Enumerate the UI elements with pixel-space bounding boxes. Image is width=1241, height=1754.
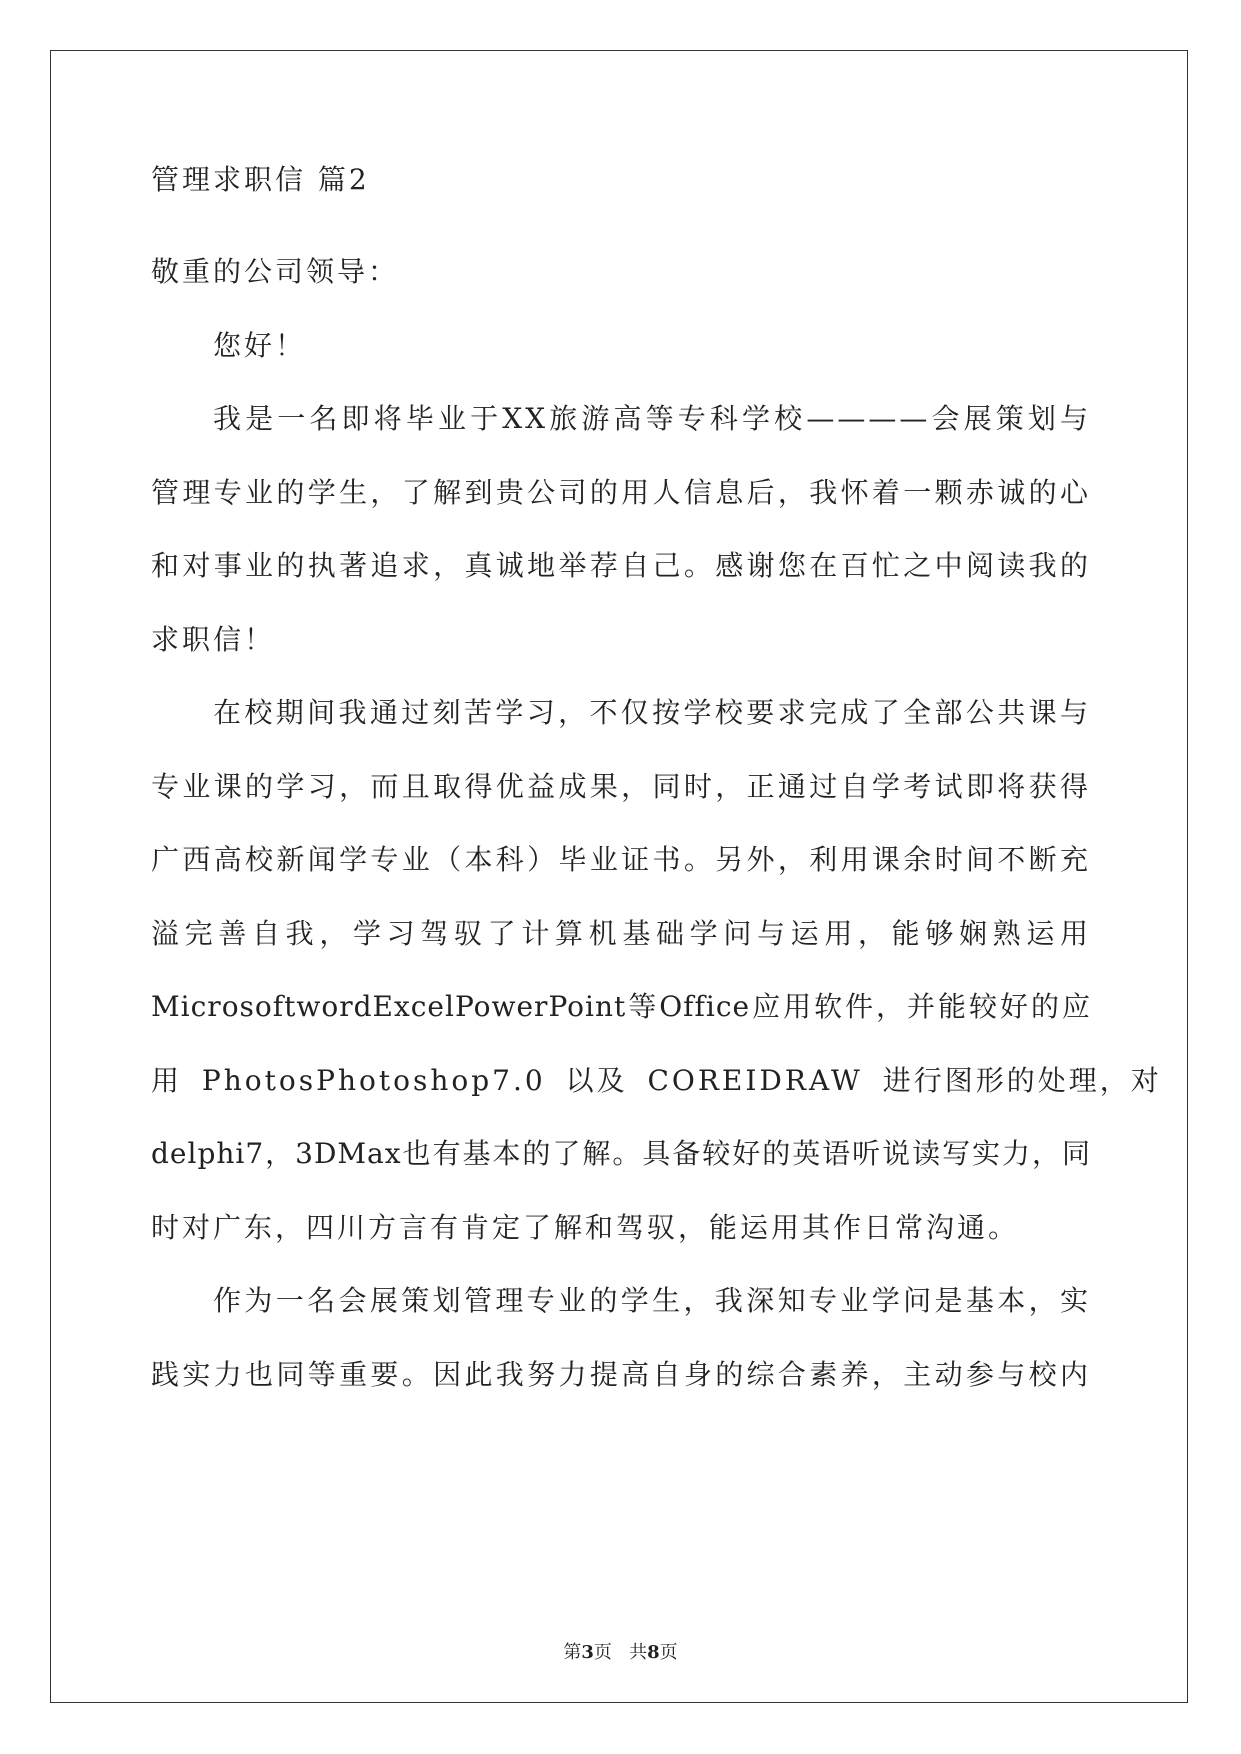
greeting: 您好！: [213, 328, 307, 362]
paragraph-line: 和对事业的执著追求，真诚地举荐自己。感谢您在百忙之中阅读我的: [151, 549, 1091, 582]
paragraph-line: 我是一名即将毕业于XX旅游高等专科学校————会展策划与: [213, 402, 1091, 435]
paragraph-line: 广西高校新闻学专业（本科）毕业证书。另外，利用课余时间不断充: [151, 843, 1091, 876]
page-suffix: 页: [593, 1642, 612, 1663]
paragraph-line: 管理专业的学生，了解到贵公司的用人信息后，我怀着一颗赤诚的心: [151, 475, 1091, 509]
paragraph-line: 专业课的学习，而且取得优益成果，同时，正通过自学考试即将获得: [151, 769, 1091, 803]
letter-heading: 管理求职信 篇2: [151, 163, 370, 196]
page-prefix: 第: [563, 1642, 582, 1663]
page-current: 3: [581, 1642, 594, 1663]
total-suffix: 页: [659, 1642, 678, 1663]
total-prefix: 共: [629, 1642, 648, 1663]
paragraph-line: 时对广东，四川方言有肯定了解和驾驭，能运用其作日常沟通。: [151, 1210, 1020, 1244]
paragraph-line: 溢完善自我，学习驾驭了计算机基础学问与运用，能够娴熟运用: [151, 916, 1091, 950]
letter-body: [151, 160, 1162, 1411]
paragraph-line: 求职信！: [151, 622, 276, 656]
paragraph-line: 作为一名会展策划管理专业的学生，我深知专业学问是基本，实: [213, 1284, 1091, 1317]
page-total: 8: [647, 1642, 660, 1663]
paragraph-line: MicrosoftwordExcelPowerPoint等Office应用软件，并能较好的应: [151, 990, 1091, 1023]
paragraph-line: 在校期间我通过刻苦学习，不仅按学校要求完成了全部公共课与: [213, 696, 1091, 729]
page-footer: [0, 1638, 1241, 1664]
paragraph-line: delphi7，3DMax也有基本的了解。具备较好的英语听说读写实力，同: [151, 1137, 1091, 1170]
salutation: 敬重的公司领导：: [151, 255, 400, 288]
paragraph-line: 用 PhotosPhotoshop7.0 以及 COREIDRAW 进行图形的处理，对: [151, 1063, 1162, 1097]
paragraph-line: 践实力也同等重要。因此我努力提高自身的综合素养，主动参与校内: [151, 1357, 1091, 1391]
